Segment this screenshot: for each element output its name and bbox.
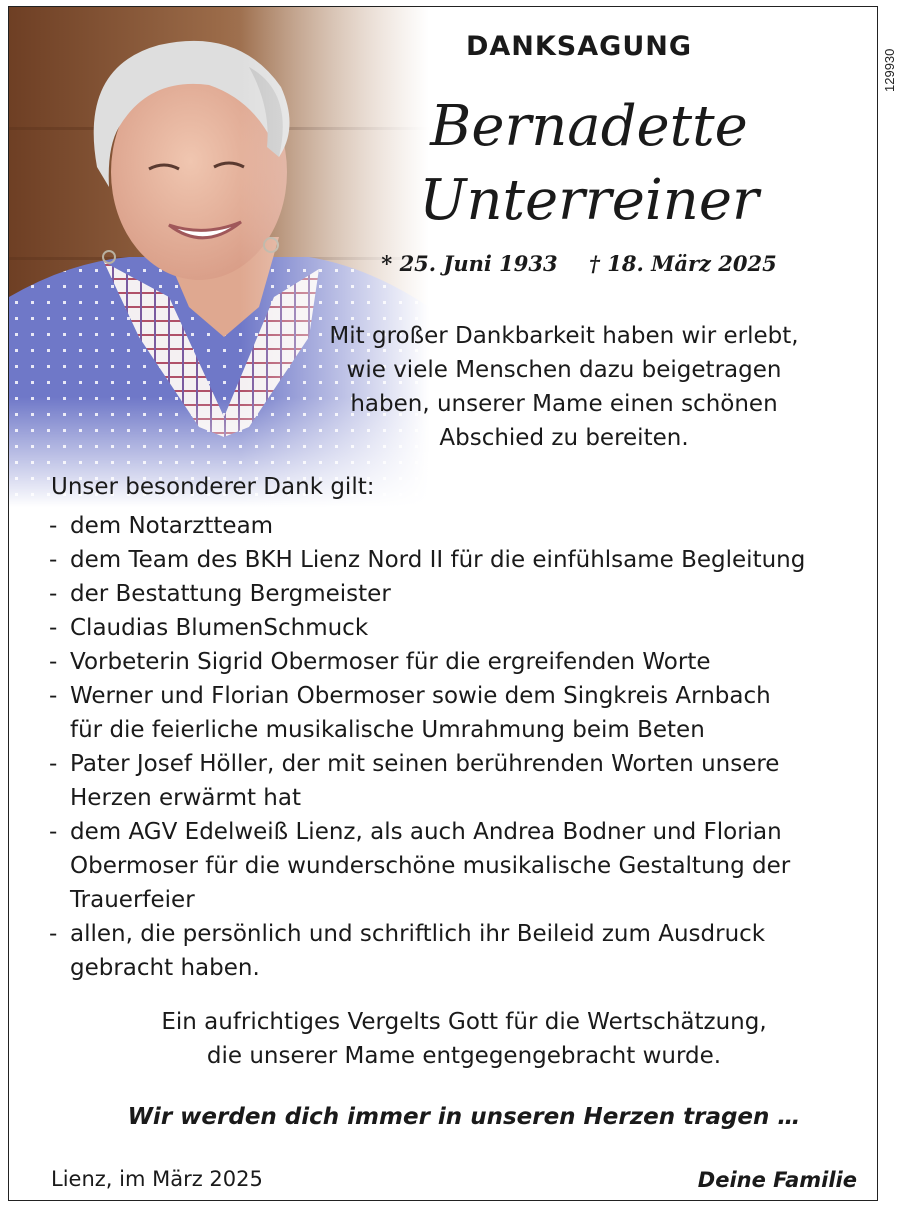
list-item-line: Obermoser für die wunderschöne musikalische Gestaltung der bbox=[70, 853, 791, 879]
list-item bbox=[49, 645, 878, 679]
list-item bbox=[49, 543, 878, 577]
deceased-last-name: Unterreiner bbox=[419, 168, 759, 233]
ad-id bbox=[864, 20, 897, 100]
thanks-heading: Unser besonderer Dank gilt: bbox=[51, 474, 375, 500]
signature: Deine Familie bbox=[697, 1168, 857, 1192]
bullet-dash: - bbox=[49, 547, 58, 573]
bullet-dash: - bbox=[49, 581, 58, 607]
list-item-line: Trauerfeier bbox=[70, 887, 195, 913]
birth-date: * 25. Juni 1933 bbox=[381, 251, 558, 276]
list-item bbox=[49, 747, 878, 815]
list-item-line: dem Notarztteam bbox=[70, 513, 274, 539]
intro-text bbox=[299, 319, 829, 455]
list-item-line: Herzen erwärmt hat bbox=[70, 785, 301, 811]
intro-line: wie viele Menschen dazu beigetragen bbox=[346, 357, 782, 383]
place-date: Lienz, im März 2025 bbox=[51, 1167, 263, 1191]
deceased-first-name: Bernadette bbox=[430, 94, 748, 159]
list-item-line: dem Team des BKH Lienz Nord II für die einfühlsame Begleitung bbox=[70, 547, 806, 573]
list-item-line: gebracht haben. bbox=[70, 955, 260, 981]
bullet-dash: - bbox=[49, 751, 58, 777]
bullet-dash: - bbox=[49, 819, 58, 845]
list-item-line: Claudias BlumenSchmuck bbox=[70, 615, 369, 641]
bullet-dash: - bbox=[49, 683, 58, 709]
intro-line: haben, unserer Mame einen schönen bbox=[350, 391, 778, 417]
list-item-line: Werner und Florian Obermoser sowie dem Singkreis Arnbach bbox=[70, 683, 771, 709]
closing-text bbox=[49, 1005, 878, 1073]
obituary-card bbox=[8, 6, 878, 1201]
death-date: † 18. März 2025 bbox=[588, 251, 777, 276]
list-item bbox=[49, 679, 878, 747]
list-item-line: dem AGV Edelweiß Lienz, als auch Andrea Bodner und Florian bbox=[70, 819, 782, 845]
list-item-line: allen, die persönlich und schriftlich ihr Beileid zum Ausdruck bbox=[70, 921, 766, 947]
intro-line: Mit großer Dankbarkeit haben wir erlebt, bbox=[329, 323, 799, 349]
list-item bbox=[49, 917, 878, 985]
list-item bbox=[49, 577, 878, 611]
intro-line: Abschied zu bereiten. bbox=[439, 425, 689, 451]
bullet-dash: - bbox=[49, 513, 58, 539]
thanks-list bbox=[49, 509, 878, 985]
motto: Wir werden dich immer in unseren Herzen tragen … bbox=[127, 1104, 801, 1130]
list-item bbox=[49, 815, 878, 917]
list-item bbox=[49, 611, 878, 645]
list-item bbox=[49, 509, 878, 543]
closing-line: Ein aufrichtiges Vergelts Gott für die Wertschätzung, bbox=[161, 1009, 767, 1035]
bullet-dash: - bbox=[49, 649, 58, 675]
list-item-line: für die feierliche musikalische Umrahmung beim Beten bbox=[70, 717, 705, 743]
bullet-dash: - bbox=[49, 615, 58, 641]
list-item-line: der Bestattung Bergmeister bbox=[70, 581, 391, 607]
closing-line: die unserer Mame entgegengebracht wurde. bbox=[206, 1043, 722, 1069]
bullet-dash: - bbox=[49, 921, 58, 947]
heading-danksagung: DANKSAGUNG bbox=[465, 31, 692, 62]
ad-id-number: 129930 bbox=[882, 48, 897, 92]
list-item-line: Pater Josef Höller, der mit seinen berührenden Worten unsere bbox=[70, 751, 780, 777]
life-dates bbox=[359, 251, 799, 276]
list-item-line: Vorbeterin Sigrid Obermoser für die ergreifenden Worte bbox=[70, 649, 711, 675]
